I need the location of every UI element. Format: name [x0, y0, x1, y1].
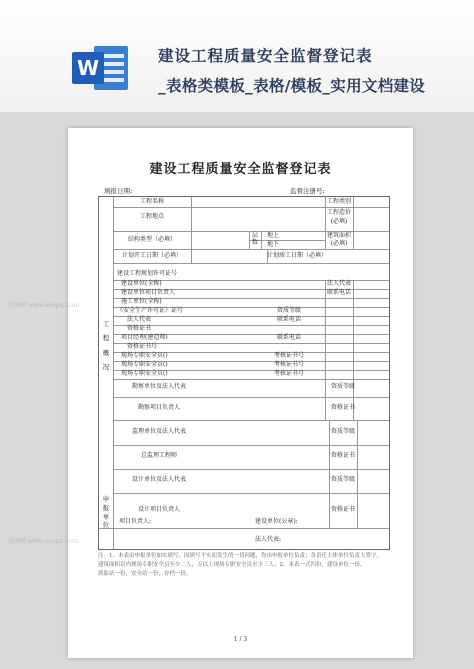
label-unit-project-lead: 建设单位项目负责人: [121, 289, 176, 296]
label-legal-rep-2: 法人代表: [127, 316, 152, 323]
label-project-cost: 工程造价: [326, 209, 352, 216]
label-structure-type: 结构类型（必填）: [127, 236, 177, 243]
label-project-lead-sign: 项目负责人:: [119, 518, 152, 525]
label-floors: 层数: [251, 232, 258, 246]
label-qual-level-design: 资质等级: [330, 476, 356, 483]
label-safety-officer-1: 现场专职安全员(): [121, 352, 168, 359]
label-qual-cert-supervision: 资格证书: [330, 452, 356, 459]
banner: [0, 0, 474, 112]
document-title: 建设工程质量安全监督登记表: [149, 162, 332, 177]
banner-title-line2: _表格类模板_表格/模板_实用文档建设: [158, 77, 426, 95]
label-contact-phone-2: 联系电话: [276, 316, 302, 323]
label-qualification-cert: 资格证书: [127, 325, 152, 332]
label-construction-unit: 建设单位(全称): [121, 280, 162, 287]
label-planned-finish: 计划竣工日期（必填）: [266, 252, 328, 259]
label-qual-level-supervision: 资质等级: [330, 428, 356, 435]
word-document-icon: [72, 42, 130, 94]
side-label-applicant: 申 报 单 位: [102, 495, 110, 530]
banner-title-line1: 建设工程质量安全监督登记表: [158, 47, 373, 65]
label-survey-lead: 勘察项目负责人: [137, 404, 181, 411]
fill-date-label: 填报日期:: [104, 187, 133, 195]
label-qual-level-survey: 资质等级: [330, 383, 356, 390]
watermark: 我图网 www.ooopic.com: [8, 302, 80, 309]
label-legal-rep-sign: 法人代表:: [255, 536, 282, 543]
label-above-ground: 地上: [267, 232, 280, 239]
label-required-1: (必填): [330, 218, 348, 225]
side-label-project-overview: 工 程 概 况: [102, 320, 110, 371]
watermark: 我图网 www.ooopic.com: [8, 538, 80, 545]
label-safety-officer-2: 现场专职安全员(): [121, 361, 168, 368]
label-below-ground: 地下: [267, 241, 280, 248]
label-project-name: 工程名称: [139, 198, 165, 205]
label-planning-permit: 建设工程规划许可证号: [117, 270, 178, 277]
label-exam-cert-3: 考核证书号: [273, 370, 305, 377]
label-legal-rep: 法人代表: [326, 280, 352, 287]
label-qualification-level: 资质等级: [276, 307, 302, 314]
label-contact-phone-3: 联系电话: [276, 334, 302, 341]
label-building-area: 建筑面积: [326, 232, 352, 239]
label-qual-cert-survey: 资格证书: [330, 404, 356, 411]
registration-number-label: 监督注册号:: [290, 187, 325, 195]
label-design-lead: 设计项目负责人: [137, 506, 181, 513]
label-project-manager: 项目经理(建造师): [121, 334, 168, 341]
label-contact-phone: 联系电话: [326, 289, 352, 296]
label-required-2: (必填): [330, 240, 348, 247]
label-project-type: 工程类别: [326, 198, 352, 205]
label-safety-officer-3: 现场专职安全员(): [121, 370, 168, 377]
label-planned-start: 计划开工日期（必填）: [121, 252, 183, 259]
label-contractor: 施工单位(全称): [121, 298, 162, 305]
label-qual-cert-design: 资格证书: [330, 506, 356, 513]
form-notes: 注：1、本表由申报单位如实填写，因填写不实而发生的一切问题，均由申报单位负责；各责任主体单位负责人签字， 建筑面积以内现场专职安全员至少二人，万以上现场专职安全员至少三人；2、本表一式四份，建设单位一份， 质监站一份，安全站一份，存档一份。: [98, 553, 383, 577]
label-unit-seal: 建设单位(公章):: [255, 518, 298, 525]
label-exam-cert-1: 考核证书号: [273, 352, 305, 359]
label-cert-no: 资格证书号: [127, 343, 158, 350]
document-page: [68, 128, 413, 658]
label-safety-permit: 《安全生产许可证》证号: [117, 307, 184, 314]
label-exam-cert-2: 考核证书号: [273, 361, 305, 368]
label-project-location: 工程地点: [139, 213, 165, 220]
svg-text:W: W: [76, 56, 100, 80]
label-chief-supervisor: 总监理工程师: [140, 452, 178, 459]
page-number: 1 / 3: [233, 636, 248, 643]
label-survey-unit: 勘察单位及法人代表: [131, 383, 187, 390]
label-design-unit: 设计单位及法人代表: [131, 476, 187, 483]
label-supervision-unit: 监理单位及法人代表: [131, 428, 187, 435]
registration-form-table: [98, 196, 390, 550]
